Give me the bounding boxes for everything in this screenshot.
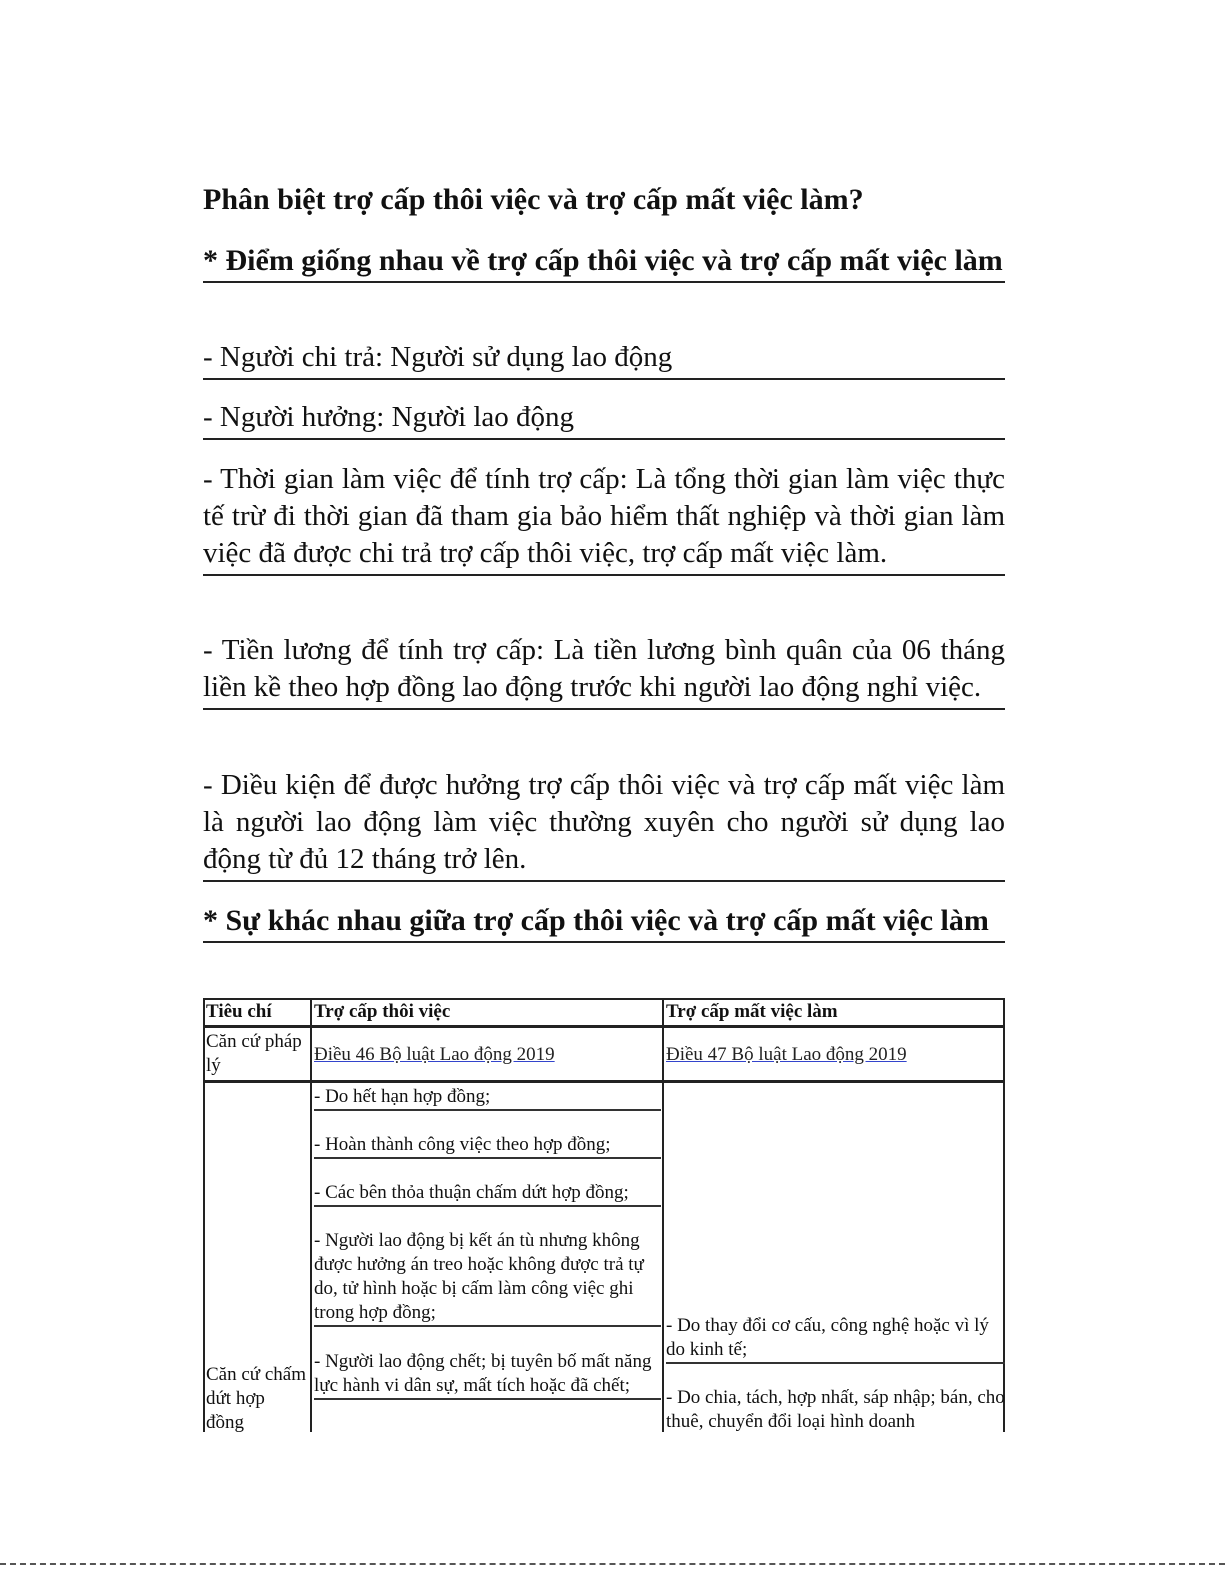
page-title: Phân biệt trợ cấp thôi việc và trợ cấp mất việc làm? — [203, 183, 864, 216]
severance-reason: - Các bên thỏa thuận chấm dứt hợp đồng; — [314, 1181, 661, 1207]
job-loss-reason: - Do thay đổi cơ cấu, công nghệ hoặc vì lý do kinh tế; — [666, 1314, 1005, 1364]
header-severance: Trợ cấp thôi việc — [314, 1001, 451, 1022]
header-criteria: Tiêu chí — [206, 1001, 272, 1022]
severance-reason: - Hoàn thành công việc theo hợp đồng; — [314, 1133, 661, 1159]
article-47-link[interactable]: Điều 47 Bộ luật Lao động 2019 — [666, 1044, 907, 1065]
row-legal-label: Căn cứ pháp lý — [206, 1031, 302, 1076]
severance-reason: - Người lao động bị kết án tù nhưng không được hưởng án treo hoặc không được trả tự do, tử hình hoặc bị cấm làm công việc ghi trong hợp đồng; — [314, 1229, 661, 1327]
similar-item: - Tiền lương để tính trợ cấp: Là tiền lương bình quân của 06 tháng liền kề theo hợp đồng lao động trước khi người lao động nghỉ việc. — [203, 632, 1005, 710]
row-termination-label: Căn cứ chấm dứt hợp đồng — [206, 1364, 306, 1432]
similar-item: - Thời gian làm việc để tính trợ cấp: Là tổng thời gian làm việc thực tế trừ đi thời gian đã tham gia bảo hiểm thất nghiệp và thời gian làm việc đã được chi trả trợ cấp thôi việc, trợ cấp mất việc làm. — [203, 461, 1005, 576]
similar-heading: * Điểm giống nhau về trợ cấp thôi việc và trợ cấp mất việc làm — [203, 242, 1005, 283]
severance-reason: - Người lao động chết; bị tuyên bố mất năng lực hành vi dân sự, mất tích hoặc đã chết; — [314, 1350, 661, 1400]
header-job-loss: Trợ cấp mất việc làm — [666, 1001, 838, 1022]
comparison-table — [203, 998, 1005, 1432]
job-loss-reason: - Do chia, tách, hợp nhất, sáp nhập; bán, cho thuê, chuyển đổi loại hình doanh — [666, 1387, 1005, 1432]
similar-item: - Người chi trả: Người sử dụng lao động — [203, 339, 1005, 380]
different-heading: * Sự khác nhau giữa trợ cấp thôi việc và trợ cấp mất việc làm — [203, 902, 1005, 943]
page-break-line — [0, 1563, 1225, 1565]
similar-item: - Người hưởng: Người lao động — [203, 399, 1005, 440]
article-46-link[interactable]: Điều 46 Bộ luật Lao động 2019 — [314, 1044, 555, 1065]
similar-item: - Diều kiện để được hưởng trợ cấp thôi việc và trợ cấp mất việc làm là người lao động làm việc thường xuyên cho người sử dụng lao động từ đủ 12 tháng trở lên. — [203, 767, 1005, 882]
severance-reason: - Do hết hạn hợp đồng; — [314, 1085, 661, 1111]
